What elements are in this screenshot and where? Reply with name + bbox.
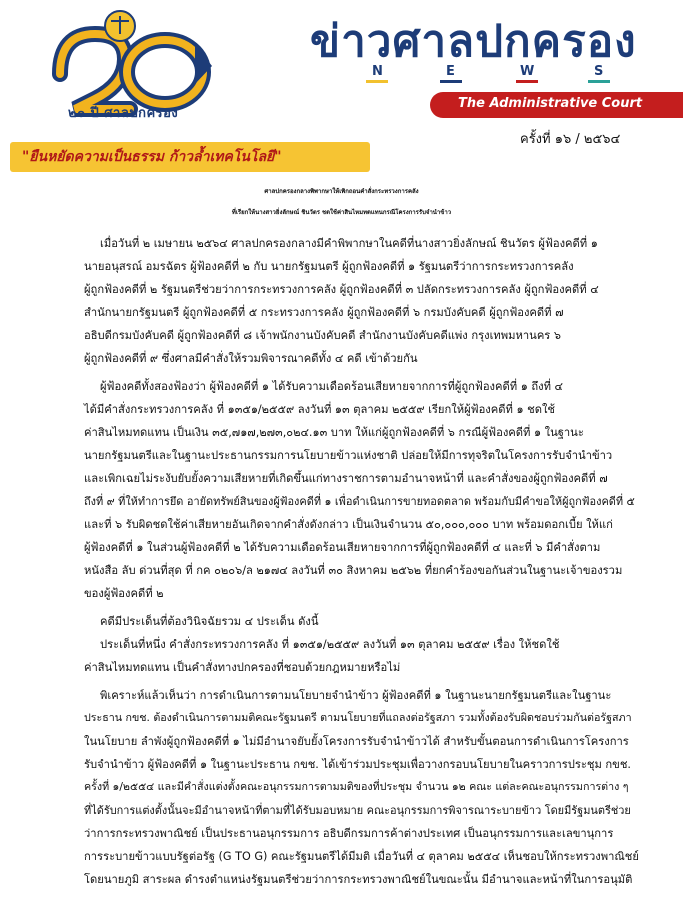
- body-line: ถึงที่ ๙ ที่ให้ทำการยึด อายัดทรัพย์สินของผู้ฟ้องคดีที่ ๑ เพื่อดำเนินการขายทอดตลาด พร้อมกับมีคำขอให้ผู้ถูกฟ้องคดีที่ ๕: [84, 495, 635, 508]
- body-line: ผู้ฟ้องคดีทั้งสองฟ้องว่า ผู้ฟ้องคดีที่ ๑ ได้รับความเดือดร้อนเสียหายจากการที่ผู้ถูกฟ้องคดีที่ ๑ ถึงที่ ๔: [100, 380, 563, 393]
- headline-line-2: ที่เรียกให้นางสาวยิ่งลักษณ์ ชินวัตร ชดใช้ค่าสินไหมทดแทนกรณีโครงการรับจำนำข้าว: [231, 209, 452, 216]
- news-letter-e: E: [446, 64, 455, 79]
- news-underline-n: [366, 80, 388, 83]
- body-line: หนังสือ ลับ ด่วนที่สุด ที่ กค ๐๒๐๖/ล ๒๑๗๔ ลงวันที่ ๓๐ สิงหาคม ๒๕๖๒ ที่ยกคำร้องขอกันส่วนในฐานะเจ้าของรวม: [84, 564, 623, 577]
- body-line: ที่ได้รับการแต่งตั้งนั้นจะมีอำนาจหน้าที่ตามที่ได้รับมอบหมาย คณะอนุกรรมการพิจารณาระบายข้าว โดยมีรัฐมนตรีช่วย: [84, 804, 631, 817]
- body-line: ประธาน กขช. ต้องดำเนินการตามมติคณะรัฐมนตรี ตามนโยบายที่แถลงต่อรัฐสภา รวมทั้งต้องรับผิดชอบร่วมกันต่อรัฐสภา: [84, 711, 632, 724]
- body-line: ผู้ถูกฟ้องคดีที่ ๙ ซึ่งศาลมีคำสั่งให้รวมพิจารณาคดีทั้ง ๔ คดี เข้าด้วยกัน: [84, 352, 418, 365]
- slogan-text: "ยืนหยัดความเป็นธรรม ก้าวล้ำเทคโนโลยี": [22, 149, 282, 165]
- body-line: คดีมีประเด็นที่ต้องวินิจฉัยรวม ๔ ประเด็น ดังนี้: [100, 615, 319, 628]
- body-line: โดยนายภูมิ สาระผล ดำรงตำแหน่งรัฐมนตรีช่วยว่าการกระทรวงพาณิชย์ในขณะนั้น มีอำนาจและหน้าที่ในการอนุมัติ: [84, 873, 633, 886]
- body-line: และเพิกเฉยไม่ระงับยับยั้งความเสียหายที่เกิดขึ้นแก่ทางราชการตามอำนาจหน้าที่ และคำสั่งของผู้ถูกฟ้องคดีที่ ๗: [84, 472, 608, 485]
- body-line: ครั้งที่ ๑/๒๕๕๔ และมีคำสั่งแต่งตั้งคณะอนุกรรมการตามมติของที่ประชุม จำนวน ๑๒ คณะ แต่ละคณะอนุกรรมการต่าง ๆ: [84, 780, 629, 793]
- body-line: พิเคราะห์แล้วเห็นว่า การดำเนินการตามนโยบายจำนำข้าว ผู้ฟ้องคดีที่ ๑ ในฐานะนายกรัฐมนตรีและในฐานะ: [100, 689, 612, 702]
- news-underline-w: [516, 80, 538, 83]
- body-line: ผู้ฟ้องคดีที่ ๑ ในส่วนผู้ฟ้องคดีที่ ๒ ได้รับความเดือดร้อนเสียหายจากการที่ผู้ถูกฟ้องคดีที่ ๔ และที่ ๖ มีคำสั่งตาม: [84, 541, 601, 554]
- body-line: ค่าสินไหมทดแทน เป็นเงิน ๓๕,๗๑๗,๒๗๓,๐๒๔.๑๓ บาท ให้แก่ผู้ถูกฟ้องคดีที่ ๖ กรณีผู้ฟ้องคดีที่ ๑ ในฐานะ: [84, 426, 584, 439]
- body-line: สำนักนายกรัฐมนตรี ผู้ถูกฟ้องคดีที่ ๕ กระทรวงการคลัง ผู้ถูกฟ้องคดีที่ ๖ กรมบังคับคดี ผู้ถูกฟ้องคดีที่ ๗: [84, 306, 564, 319]
- newsletter-header: [0, 0, 683, 175]
- news-letter-w: W: [520, 64, 535, 79]
- newsletter-title: ข่าวศาลปกครอง: [310, 16, 637, 67]
- body-line: ของผู้ฟ้องคดีที่ ๒: [84, 587, 164, 600]
- body-line: อธิบดีกรมบังคับคดี ผู้ถูกฟ้องคดีที่ ๘ เจ้าพนักงานบังคับคดี สำนักงานบังคับคดีแพ่ง กรุงเทพมหานคร ๖: [84, 329, 561, 342]
- news-underline-s: [588, 80, 610, 83]
- news-letters: [366, 64, 626, 84]
- body-line: เมื่อวันที่ ๒ เมษายน ๒๕๖๔ ศาลปกครองกลางมีคำพิพากษาในคดีที่นางสาวยิ่งลักษณ์ ชินวัตร ผู้ฟ้องคดีที่ ๑: [100, 237, 598, 250]
- body-line: รับจำนำข้าว ผู้ฟ้องคดีที่ ๑ ในฐานะประธาน กขช. ได้เข้าร่วมประชุมเพื่อวางกรอบนโยบายในคราวการประชุม กขช.: [84, 758, 631, 771]
- body-line: ผู้ถูกฟ้องคดีที่ ๒ รัฐมนตรีช่วยว่าการกระทรวงการคลัง ผู้ถูกฟ้องคดีที่ ๓ ปลัดกระทรวงการคลัง ผู้ถูกฟ้องคดีที่ ๔: [84, 283, 599, 296]
- news-letter-n: N: [372, 64, 383, 79]
- body-line: ในนโยบาย ลำพังผู้ถูกฟ้องคดีที่ ๑ ไม่มีอำนาจยับยั้งโครงการรับจำนำข้าวได้ สำหรับขั้นตอนการดำเนินการโครงการ: [84, 735, 629, 748]
- body-line: ได้มีคำสั่งกระทรวงการคลัง ที่ ๑๓๕๑/๒๕๕๙ ลงวันที่ ๑๓ ตุลาคม ๒๕๕๙ เรียกให้ผู้ฟ้องคดีที่ ๑ ชดใช้: [84, 403, 556, 416]
- issue-number: ครั้งที่ ๑๖ / ๒๕๖๔: [520, 132, 621, 147]
- news-underline-e: [440, 80, 462, 83]
- body-line: ว่าการกระทรวงพาณิชย์ เป็นประธานอนุกรรมการ อธิบดีกรมการค้าต่างประเทศ เป็นอนุกรรมการและเลขานุการ: [84, 827, 614, 840]
- body-line: ประเด็นที่หนึ่ง คำสั่งกระทรวงการคลัง ที่ ๑๓๕๑/๒๕๕๙ ลงวันที่ ๑๓ ตุลาคม ๒๕๕๙ เรื่อง ให้ชดใช้: [100, 638, 560, 651]
- body-line: และที่ ๖ รับผิดชดใช้ค่าเสียหายอันเกิดจากคำสั่งดังกล่าว เป็นเงินจำนวน ๕๐,๐๐๐,๐๐๐ บาท พร้อมดอกเบี้ย ให้แก่: [84, 518, 613, 531]
- body-line: นายกรัฐมนตรีและในฐานะประธานกรรมการนโยบายข้าวแห่งชาติ ปล่อยให้มีการทุจริตในโครงการรับจำนำข้าว: [84, 449, 613, 462]
- body-line: การระบายข้าวแบบรัฐต่อรัฐ (G TO G) คณะรัฐมนตรีได้มีมติ เมื่อวันที่ ๔ ตุลาคม ๒๕๕๔ เห็นชอบให้กระทรวงพาณิชย์: [84, 850, 639, 863]
- news-letter-s: S: [594, 64, 604, 79]
- court-label: The Administrative Court: [458, 96, 643, 111]
- body-line: ค่าสินไหมทดแทน เป็นคำสั่งทางปกครองที่ชอบด้วยกฎหมายหรือไม่: [84, 661, 401, 674]
- headline-line-1: ศาลปกครองกลางพิพากษาให้เพิกถอนคำสั่งกระทรวงการคลัง: [264, 188, 419, 195]
- logo-caption: ๒๐ ปี ศาลปกครอง: [68, 106, 179, 121]
- body-line: นายอนุสรณ์ อมรฉัตร ผู้ฟ้องคดีที่ ๒ กับ นายกรัฐมนตรี ผู้ถูกฟ้องคดีที่ ๑ รัฐมนตรีว่าการกระทรวงการคลัง: [84, 260, 574, 273]
